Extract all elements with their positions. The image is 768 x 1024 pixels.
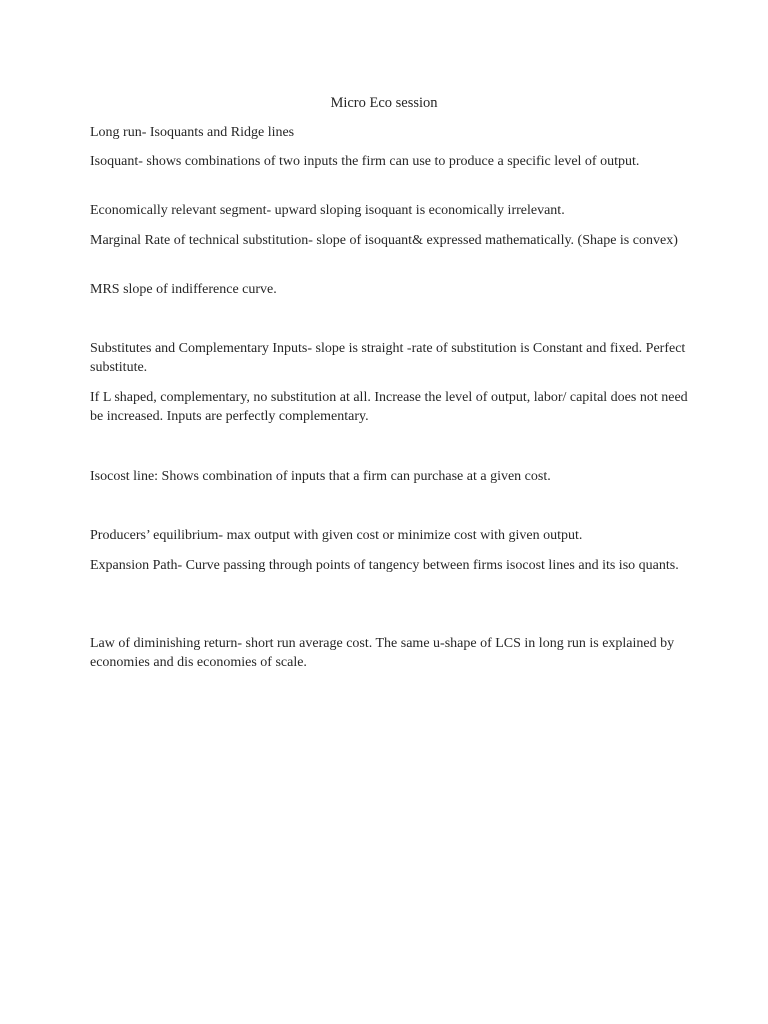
paragraph-isoquant: Isoquant- shows combinations of two inputs the firm can use to produce a specific level of output. [90,154,640,169]
paragraph-expansion-path: Expansion Path- Curve passing through points of tangency between firms isocost lines and its iso quants. [90,558,679,573]
paragraph-marginal-rate: Marginal Rate of technical substitution- slope of isoquant& expressed mathematically. (Shape is convex) [90,233,678,248]
paragraph-isocost: Isocost line: Shows combination of inputs that a firm can purchase at a given cost. [90,469,551,484]
paragraph-long-run: Long run- Isoquants and Ridge lines [90,125,295,140]
paragraph-l-shaped: If L shaped, complementary, no substitution at all. Increase the level of output, labor/ capital does not need be increased. Inputs are perfectly complementary. [90,390,688,424]
paragraph-producers-equilibrium: Producers’ equilibrium- max output with given cost or minimize cost with given output. [90,528,583,543]
paragraph-diminishing-return: Law of diminishing return- short run average cost. The same u-shape of LCS in long run is explained by economies and dis economies of scale. [90,636,675,670]
paragraph-mrs: MRS slope of indifference curve. [90,282,277,297]
paragraph-economically-relevant: Economically relevant segment- upward sloping isoquant is economically irrelevant. [90,203,565,218]
document-title: Micro Eco session [330,95,438,111]
paragraph-substitutes: Substitutes and Complementary Inputs- slope is straight -rate of substitution is Constant and fixed. Perfect substitute. [90,341,686,375]
